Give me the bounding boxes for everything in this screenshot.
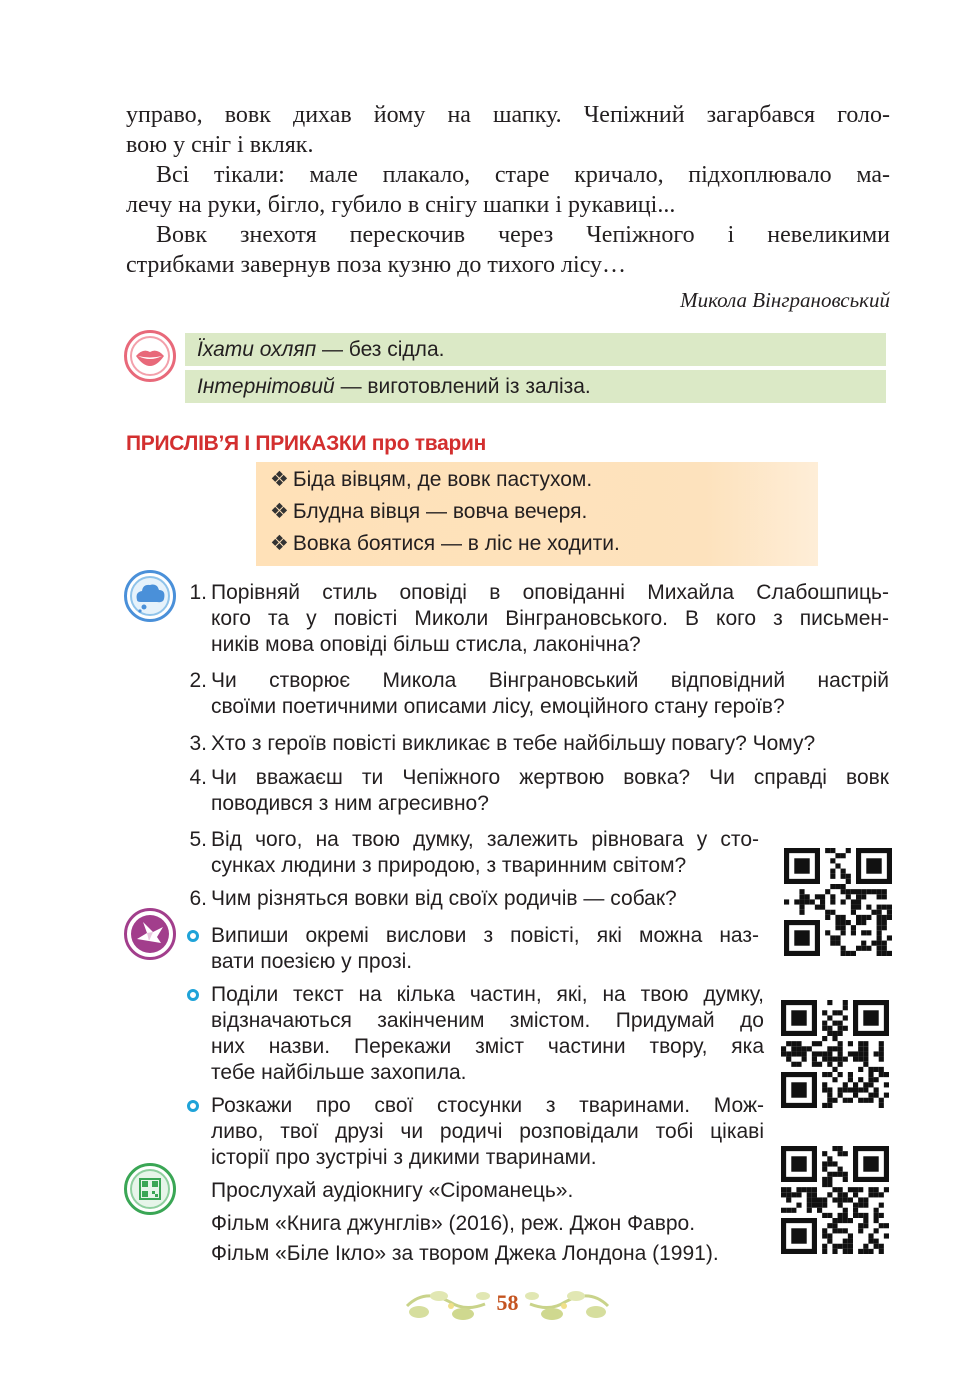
question-number: 3. [189, 732, 207, 755]
task-line: ливо, твої друзі чи родичі розповідали тобі цікаві [211, 1120, 764, 1143]
task-item [211, 923, 759, 975]
heading-rest: про тварин [366, 432, 486, 455]
glossary-term: Інтернітовий [197, 375, 335, 398]
question-number: 6. [189, 887, 207, 910]
task-line: історії про зустрічі з дикими тваринами. [211, 1146, 597, 1169]
task-bullet [187, 989, 199, 1001]
heading-caps: ПРИСЛІВ’Я І ПРИКАЗКИ [126, 432, 367, 455]
question-line: кого та у повісті Миколи Вінграновського. В кого з письмен- [211, 607, 889, 630]
proverb-text: Блудна вівця — вовча вечеря. [292, 500, 588, 523]
glossary-entry [185, 370, 886, 403]
lips-icon [124, 330, 176, 382]
glossary-definition: — без сідла. [316, 338, 445, 361]
proverb-item [270, 498, 587, 526]
question-line: Порівняй стиль оповіді в оповіданні Михайла Слабошпиць- [211, 581, 889, 604]
question-item [189, 886, 759, 912]
question-line: Чим різняться вовки від своїх родичів — собак? [211, 887, 677, 910]
question-line: Чи створює Микола Вінграновський відповідний настрій [211, 669, 889, 692]
proverb-bullet: ❖ [270, 500, 289, 523]
prose-line: Вовк знехотя перескочив через Чепіжного і невеликими [156, 222, 890, 248]
question-line: поводився з ним агресивно? [211, 792, 489, 815]
proverb-item [270, 530, 620, 558]
glossary-definition: — виготовлений із заліза. [334, 375, 591, 398]
question-number: 1. [189, 581, 207, 604]
question-number: 4. [189, 766, 207, 789]
proverb-bullet: ❖ [270, 532, 289, 555]
glossary-entry [185, 333, 886, 366]
glossary-term: Їхати охляп [197, 338, 317, 361]
media-line: Фільм «Книга джунглів» (2016), реж. Джон Фавро. [211, 1212, 696, 1235]
qr-code-3[interactable] [780, 1146, 890, 1254]
media-line: Прослухай аудіокнигу «Сіроманець». [211, 1179, 574, 1202]
question-number: 2. [189, 669, 207, 692]
question-line: Чи вважаєш ти Чепіжного жертвою вовка? Чи справді вовк [211, 766, 889, 789]
question-line: Від чого, на твою думку, залежить рівновага у сто- [211, 828, 759, 851]
question-item [189, 827, 759, 879]
proverb-text: Вовка боятися — в ліс не ходити. [292, 532, 620, 555]
prose-line: стрибками завернув поза кузню до тихого лісу… [126, 252, 627, 278]
question-number: 5. [189, 828, 207, 851]
author-signature: Микола Вінграновський [680, 288, 890, 312]
task-line: відзначаються закінченим змістом. Придумай до [211, 1009, 764, 1032]
prose-line: лечу на руки, бігло, губило в снігу шапки і рукавиці... [126, 192, 676, 218]
question-item [189, 731, 889, 757]
section-heading [126, 432, 486, 456]
question-line: Хто з героїв повісті викликає в тебе найбільшу повагу? Чому? [211, 732, 816, 755]
question-line: сунках людини з природою, з тваринним світом? [211, 854, 687, 877]
task-line: Розкажи про свої стосунки з тваринами. Мож- [211, 1094, 764, 1117]
media-line: Фільм «Біле Ікло» за твором Джека Лондона (1991). [211, 1242, 719, 1265]
question-item [189, 580, 889, 658]
story-excerpt [126, 100, 890, 280]
proverb-item [270, 466, 592, 494]
task-bullet [187, 930, 199, 942]
origami-crane-icon [124, 908, 176, 960]
proverbs-box [256, 462, 818, 566]
thinking-cloud-icon [124, 570, 176, 622]
question-item [189, 765, 889, 817]
task-bullet [187, 1100, 199, 1112]
qr-code-2[interactable] [780, 1000, 890, 1108]
qr-code-icon [124, 1163, 176, 1215]
page-footer [405, 1284, 610, 1326]
page-number: 58 [496, 1290, 519, 1315]
question-item [189, 668, 889, 720]
task-line: вати поезією у прозі. [211, 950, 413, 973]
prose-line: вою у сніг і вкляк. [126, 132, 314, 158]
question-line: своїми поетичними описами лісу, емоційного стану героїв? [211, 695, 785, 718]
proverb-text: Біда вівцям, де вовк пастухом. [292, 468, 593, 491]
task-line: них назви. Перекажи зміст частини твору, яка [211, 1035, 764, 1058]
task-item [211, 1093, 764, 1171]
prose-line: управо, вовк дихав йому на шапку. Чепіжний загарбався голо- [126, 102, 890, 128]
proverb-bullet: ❖ [270, 468, 289, 491]
question-line: ників мова оповіді більш стисла, лаконічна? [211, 633, 641, 656]
task-line: Поділи текст на кілька частин, які, на твою думку, [211, 983, 764, 1006]
task-item [211, 982, 764, 1086]
prose-line: Всі тікали: мале плакало, старе кричало, підхоплювало ма- [156, 162, 890, 188]
task-line: Випиши окремі вислови з повісті, які можна наз- [211, 924, 759, 947]
task-line: тебе найбільше захопила. [211, 1061, 467, 1084]
qr-code-1[interactable] [783, 848, 893, 956]
